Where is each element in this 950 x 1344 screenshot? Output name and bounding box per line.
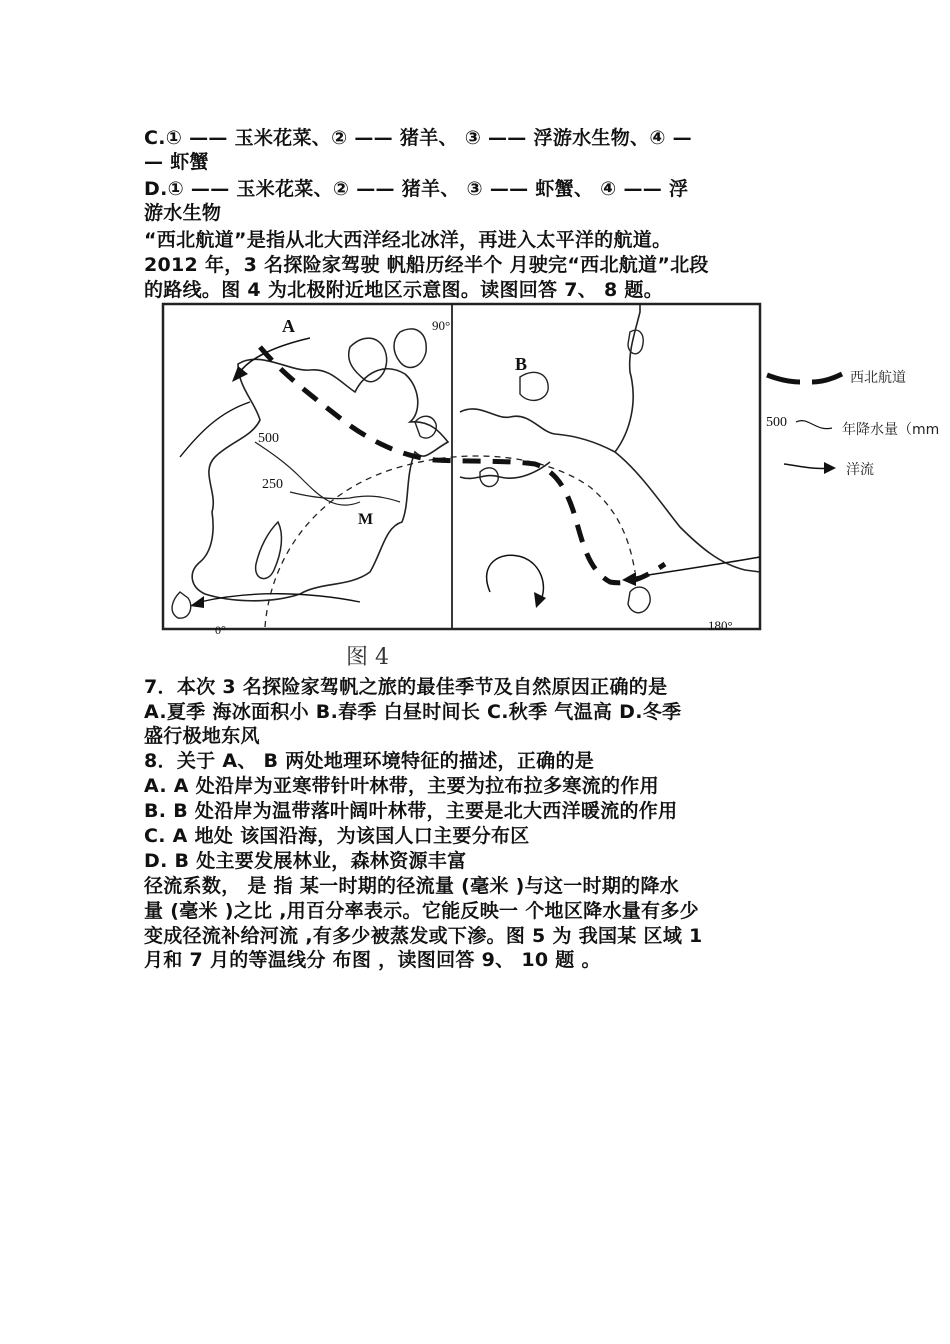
runoff-paragraph-line3: 变成径流补给河流 ,有多少被蒸发或下渗。图 5 为 我国某 区域 1 bbox=[144, 925, 703, 947]
figure-caption: 图 4 bbox=[346, 645, 389, 670]
label-iso-500: 500 bbox=[258, 431, 279, 446]
runoff-paragraph-line4: 月和 7 月的等温线分 布图 ，读图回答 9、 10 题 。 bbox=[144, 949, 601, 971]
arctic-map-figure bbox=[160, 302, 950, 637]
question-8: 8．关于 A、 B 两处地理环境特征的描述，正确的是 bbox=[144, 750, 595, 772]
legend-iso-value: 500 bbox=[766, 415, 787, 430]
question-8-option-d: D. B 处主要发展林业，森林资源丰富 bbox=[144, 850, 467, 872]
legend-current-symbol bbox=[784, 464, 830, 469]
label-a: A bbox=[282, 316, 295, 336]
option-c-line2: — 虾蟹 bbox=[144, 151, 209, 173]
label-iso-250: 250 bbox=[262, 477, 283, 492]
intro-line2: 2012 年，3 名探险家驾驶 帆船历经半个 月驶完“西北航道”北段 bbox=[144, 254, 709, 276]
question-8-option-b: B. B 处沿岸为温带落叶阔叶林带，主要是北大西洋暖流的作用 bbox=[144, 800, 678, 822]
runoff-paragraph-line1: 径流系数， 是 指 某一时期的径流量 (毫米 )与这一时期的降水 bbox=[144, 875, 680, 897]
label-b: B bbox=[515, 354, 528, 374]
legend-isoline-label: 年降水量（mm bbox=[842, 422, 940, 438]
option-d-line1: D.① —— 玉米花菜、② —— 猪羊、 ③ —— 虾蟹、 ④ —— 浮 bbox=[144, 178, 689, 200]
question-7: 7．本次 3 名探险家驾帆之旅的最佳季节及自然原因正确的是 bbox=[144, 676, 668, 698]
question-7-options: A.夏季 海冰面积小 B.春季 白昼时间长 C.秋季 气温高 D.冬季 bbox=[144, 701, 682, 723]
option-d-line2: 游水生物 bbox=[144, 202, 222, 224]
option-c-line1: C.① —— 玉米花菜、② —— 猪羊、 ③ —— 浮游水生物、④ — bbox=[144, 127, 692, 149]
legend-route-symbol bbox=[767, 374, 842, 382]
question-7-options-cont: 盛行极地东风 bbox=[144, 725, 260, 747]
intro-line1: “西北航道”是指从北大西洋经北冰洋，再进入太平洋的航道。 bbox=[144, 229, 672, 251]
label-m: M bbox=[358, 511, 374, 528]
runoff-paragraph-line2: 量 (毫米 )之比 ,用百分率表示。它能反映一 个地区降水量有多少 bbox=[144, 900, 699, 922]
label-lon-180: 180° bbox=[708, 618, 733, 633]
legend-isoline-symbol bbox=[796, 421, 832, 429]
question-8-option-c: C. A 地处 该国沿海，为该国人口主要分布区 bbox=[144, 825, 530, 847]
label-lon-0: 0° bbox=[215, 623, 226, 637]
intro-line3: 的路线。图 4 为北极附近地区示意图。读图回答 7、 8 题。 bbox=[144, 279, 664, 301]
map-frame bbox=[163, 304, 760, 629]
legend-route-label: 西北航道 bbox=[850, 370, 906, 386]
legend-current-label: 洋流 bbox=[846, 462, 874, 478]
question-8-option-a: A. A 处沿岸为亚寒带针叶林带，主要为拉布拉多寒流的作用 bbox=[144, 775, 659, 797]
label-lon-90: 90° bbox=[432, 318, 451, 333]
